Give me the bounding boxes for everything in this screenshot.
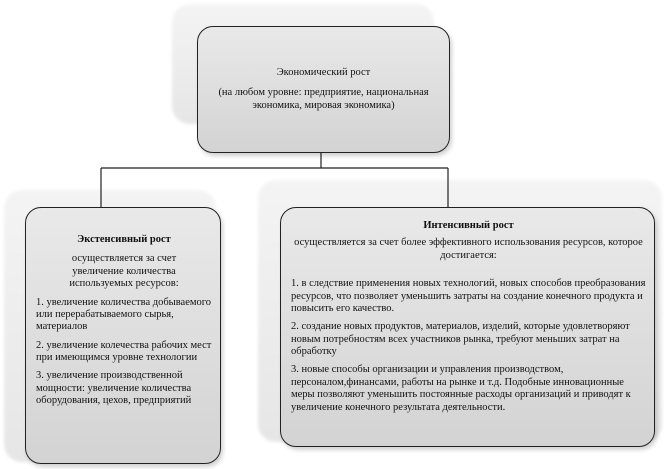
intensive-item: 1. в следствие применения новых технологий, новых способов преобразования ресурсов, что позволяет уменьшить затраты на создание конечного продукта и повысить его качество.	[291, 278, 646, 314]
economic-growth-title: Экономический рост	[276, 67, 371, 78]
economic-growth-subtitle: (на любом уровне: предприятие, национальная экономика, мировая экономика)	[218, 87, 429, 111]
intensive-growth-intro: осуществляется за счет более эффективного использования ресурсов, которое достигается:	[294, 237, 643, 261]
extensive-item: 3. увеличение производственной мощности: увеличение количества оборудования, цехов, предприятий	[36, 370, 192, 407]
economic-growth-node	[197, 26, 450, 153]
extensive-item: 1. увеличение количества добываемого или перерабатываемого сырья, материалов	[36, 296, 212, 333]
extensive-item: 2. увеличение колечества рабочих мест при имеющимся уровне технологии	[36, 339, 212, 363]
intensive-growth-title: Интенсивный рост	[423, 220, 514, 231]
extensive-growth-intro: осуществляется за счет увеличение количества используемых ресурсов:	[69, 253, 179, 290]
extensive-growth-node	[25, 207, 221, 464]
intensive-growth-node	[280, 207, 655, 447]
intensive-item: 3. новые способы организации и управления производством, персоналом,финансами, работы на рынке и т.д. Подобные инновационные меры позволяют уменьшить постоянные расходы организаций и приводят к увеличение конечного результата деятельности.	[291, 364, 631, 413]
extensive-growth-title: Экстенсивный рост	[77, 234, 171, 245]
intensive-item: 2. создание новых продуктов, материалов, изделий, которые удовлетворяют новым потребностям всех участников рынка, требуют меньших затрат на обработку	[291, 321, 630, 357]
